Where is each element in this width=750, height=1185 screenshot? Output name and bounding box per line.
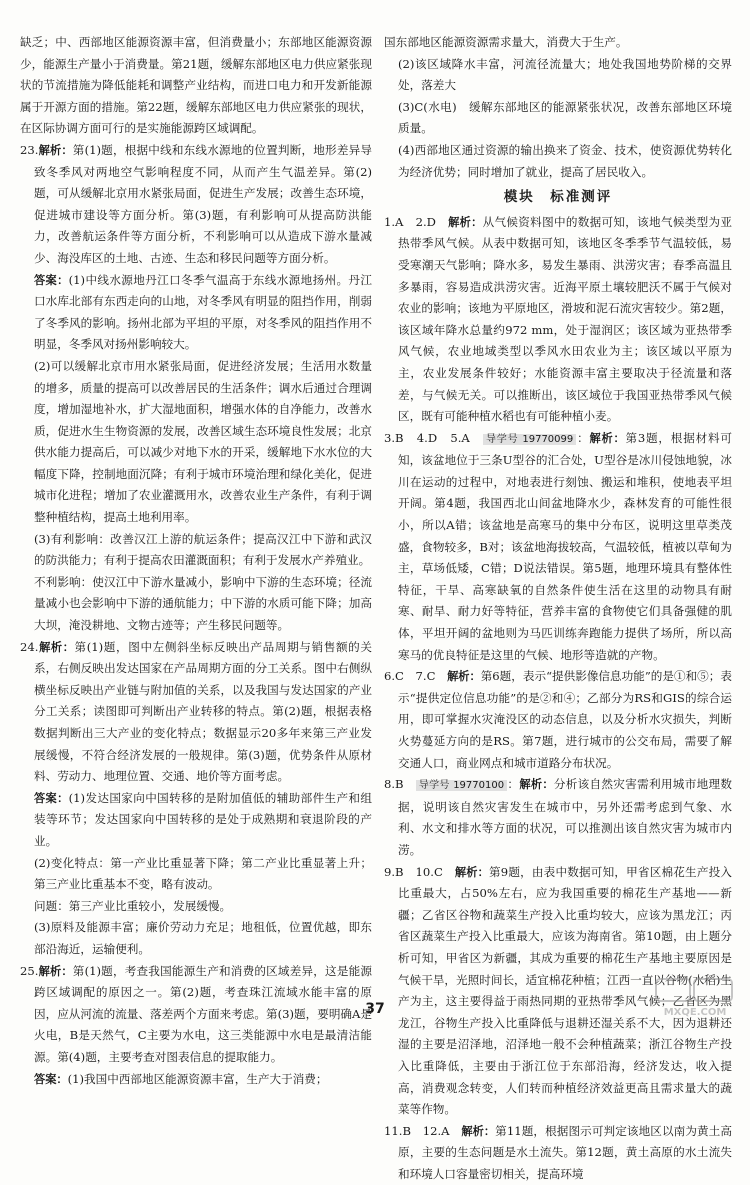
paragraph-text: 从气候资料图中的数据可知，该地气候类型为亚热带季风气候。从表中数据可知，该地区冬季季节气温较低，易受寒潮天气影响；降水多，易发生暴雨、洪涝灾害；春季高温且多暴雨，容易造成洪涝灾害。近海平原土壤较肥沃不属于气候对农业的影响；该地为平原地区，滑坡和泥石流灾害较少。第2题，该区域年降水总量约972 mm，处于湿润区；该区域为亚热带季风气候，农业地域类型以季风水田农业为主；该区域以平原为主，农业发展条件较好；水能资源丰富主要取决于径流量和落差，与气候无关。可以推断出，该区域位于我国亚热带季风气候区，既有可能种植水稻也有可能种植小麦。 (398, 214, 732, 424)
analysis-label: 解析： (38, 640, 75, 654)
paragraph-text: 第(1)题，考查我国能源生产和消费的区域差异，这是能源跨区域调配的原因之一。第(2)题，考查珠江流域水能丰富的原因，应从河流的流量、落差两个方面来考虑。第(3)题，要明确A是火电，B是天然气，C主要为水电，这三类能源中水电是最清洁能源。第(4)题，主要考查对图表信息的提取能力。 (34, 963, 372, 1064)
question-number: 23. (20, 142, 39, 157)
paragraph (20, 917, 372, 960)
paragraph-text: 第(1)题，图中左侧斜坐标反映出产品周期与销售额的关系，右侧反映出发达国家在产品周期方面的分工关系。图中右侧纵横坐标反映出产业链与附加值的关系，以及我国与发达国家的产业分工关系；读图即可判断出产业转移的特点。第(2)题，根据表格数据判断出三大产业的变化特点；数据显示20多年来第三产业发展缓慢，不符合经济发展的一般规律。第(3)题，优势条件从原材料、劳动力、地理位置、交通、地价等方面考虑。 (34, 639, 372, 784)
paragraph-text: 第11题，根据图示可判定该地区以南为黄土高原，主要的生态问题是水土流失。第12题，黄土高原的水土流失和环境人口容量密切相关，提高环境 (398, 1123, 732, 1181)
paragraph (20, 896, 372, 918)
answer-label: 答案： (34, 1072, 68, 1086)
paragraph (384, 97, 732, 140)
paragraph-text: 第6题，表示“提供影像信息功能”的是①和⑤；表示“提供定位信息功能”的是②和④；乙部分为RS和GIS的综合运用，即可掌握水灾淹没区的动态信息，以及分析水灾损失，判断火势蔓延方向的是RS。第7题，进行城市的公交布局，需要了解交通人口，商业网点和城市道路分布状况。 (398, 669, 732, 770)
paragraph-text: (1)我国中西部地区能源资源丰富，生产大于消费； (67, 1071, 328, 1086)
paragraph (384, 32, 732, 54)
guide-number-tag: 导学号 19770100 (416, 780, 507, 791)
paragraph-text: 缺乏；中、西部地区能源资源丰富，但消费量小；东部地区能源资源少，能源生产量小于消费量。第21题，缓解东部地区电力供应紧张现状的节流措施为降低能耗和调整产业结构，而进口电力和开发新能源属于开源方面的措施。第22题，缓解东部地区电力供应紧张的现状，在区际协调方面可行的是实施能源跨区域调配。 (20, 35, 372, 136)
paragraph-text: (2)可以缓解北京市用水紧张局面，促进经济发展；生活用水数量的增多，质量的提高可以改善居民的生活条件；调水后通过合理调度，增加湿地补水，扩大湿地面积，增强水体的自净能力，改善水质，促进水生生物资源的发展，改善区域生态环境良性发展；北京供水能力提高后，可以减少对地下水的开采，缓解地下水水位的大幅度下降，控制地面沉降；有利于城市环境治理和绿化美化，促进城市化进程；增加了农业灌溉用水，改善农业生产条件，有利于调整种植结构，提高土地利用率。 (34, 358, 372, 525)
watermark-text: MXQE.COM (663, 1007, 727, 1018)
paragraph-text: 问题：第三产业比重较小，发展缓慢。 (34, 898, 232, 913)
paragraph-text: 国东部地区能源资源需求量大，消费大于生产。 (384, 35, 628, 49)
paragraph (384, 212, 732, 428)
paragraph (20, 572, 372, 637)
analysis-label: 解析： (448, 215, 483, 229)
question-number: 24. (20, 639, 39, 654)
analysis-label: 解析： (461, 1124, 496, 1138)
paragraph (20, 853, 372, 896)
answer-label: 答案： (34, 791, 69, 805)
watermark-logo (654, 975, 736, 1019)
paragraph (20, 529, 372, 572)
paragraph (384, 54, 732, 97)
paragraph (20, 140, 372, 270)
answer-keys: 3.B 4.D 5.A (384, 430, 483, 445)
paragraph-text: (3)有利影响：改善汉江上游的航运条件；提高汉江中下游和武汉的防洪能力；有利于提高农田灌溉面积；有利于发展水产养殖业。 (34, 531, 372, 568)
paragraph-text: (2)该区域降水丰富，河流径流量大；地处我国地势阶梯的交界处，落差大 (398, 56, 732, 93)
paragraph-text: (1)中线水源地丹江口冬季气温高于东线水源地扬州。丹江口水库北部有东西走向的山地，对冬季风有明显的阻挡作用，削弱了冬季风的影响。扬州北部为平坦的平原，对冬季风的阻挡作用不明显，冬季风对扬州影响较大。 (34, 272, 372, 352)
paragraph-text: (3)C(水电) 缓解东部地区的能源紧张状况，改善东部地区环境质量。 (398, 99, 732, 136)
paragraph (20, 356, 372, 529)
page-number: 37 (365, 1001, 385, 1017)
paragraph (384, 140, 732, 183)
left-column (20, 32, 372, 1090)
analysis-label: 解析： (519, 778, 554, 792)
paragraph-text: (1)发达国家向中国转移的是附加值低的辅助部件生产和组装等环节；发达国家向中国转移的是处于成熟期和衰退阶段的产业。 (34, 790, 372, 848)
question-number: 25. (20, 963, 39, 978)
answer-keys: 9.B 10.C (384, 864, 455, 879)
paragraph-text: (2)变化特点：第一产业比重显著下降；第二产业比重显著上升；第三产业比重基本不变，略有波动。 (34, 855, 372, 892)
paragraph-text: 第9题，由表中数据可知，甲省区棉花生产投入比重最大，占50%左右，应为我国重要的棉花生产基地——新疆；乙省区谷物和蔬菜生产投入比重均较大，应该为黑龙江；丙省区蔬菜生产投入比重最大，应该为海南省。第10题，由上题分析可知，甲省区为新疆，其成为重要的棉花生产基地主要原因是气候干旱，光照时间长，适宜棉花种植；江西一直以谷物(水稻)生产为主，这主要得益于雨热同期的亚热带季风气候；乙省区为黑龙江，谷物生产投入比重降低与退耕还湿关系不大，因为退耕还湿的主要是沼泽地，沼泽地一般不会种植蔬菜；浙江谷物生产投入比重降低，主要由于浙江位于东部沿海，经济发达，收入提高，消费观念转变，人们转而种植经济效益更高且需求量大的蔬菜等作物。 (398, 864, 732, 1117)
analysis-label: 解析： (454, 865, 489, 879)
paragraph: 3.B 4.D 5.A 导学号 19770099 ：解析：第3题，根据材料可知，该盆地位于三条U型谷的汇合处，U型谷是冰川侵蚀地貌，冰川在运动的过程中，对地表进行刻蚀、搬运和堆积，使地表平坦开阔。第4题，我国西北山间盆地降水少，森林发育的可能性很小，所以A错；该盆地是高寒马的集中分布区，说明这里草类茂盛，食物较多，B对；该盆地海拔较高，气温较低，植被以草甸为主，草场低矮，C错；D说法错误。第5题，地理环境具有整体性特征，干旱、高寒缺氧的自然条件使生活在这里的动物具有耐寒、耐旱、耐力好等特征，营养丰富的食物使它们具备强健的肌体，平坦开阔的盆地则为马匹训练奔跑能力提供了场所，所以高寒马的优良特征是这里的气候、地形等造就的产物。 (384, 430, 732, 662)
analysis-label: 解析： (38, 964, 73, 978)
analysis-label: 解析： (38, 143, 73, 157)
answer-keys: 6.C 7.C (384, 669, 448, 684)
paragraph-text: 不利影响：使汉江中下游水量减小，影响中下游的生态环境；径流量减小也会影响中下游的通航能力；中下游的水质可能下降；加高大坝，淹没耕地、文物古迹等；产生移民问题等。 (34, 574, 372, 633)
guide-number-tag: 导学号 19770099 (483, 434, 576, 445)
analysis-label: 解析： (447, 670, 481, 684)
paragraph-text: 分析该自然灾害需利用城市地理数据，说明该自然灾害发生在城市中，另外还需考虑到气象、水利、水文和排水等方面的状况，可以推测出该自然灾害为城市内涝。 (398, 777, 732, 857)
paragraph (20, 788, 372, 853)
answer-label: 答案： (34, 273, 69, 287)
section-heading: 模块 标准测评 (503, 189, 613, 206)
paragraph-text: 第3题，根据材料可知，该盆地位于三条U型谷的汇合处，U型谷是冰川侵蚀地貌，冰川在运动的过程中，对地表进行刻蚀、搬运和堆积，使地表平坦开阔。第4题，我国西北山间盆地降水少，森林发育的可能性很小，所以A错；该盆地是高寒马的集中分布区，说明这里草类茂盛，食物较多，B对；该盆地海拔较高，气温较低，植被以草甸为主，草场低矮，C错；D说法错误。第5题，地理环境具有整体性特征，干旱、高寒缺氧的自然条件使生活在这里的动物具有耐寒、耐旱、耐力好等特征，营养丰富的食物使它们具备强健的肌体，平坦开阔的盆地则为马匹训练奔跑能力提供了场所，所以高寒马的优良特征是这里的气候、地形等造就的产物。 (398, 430, 732, 662)
paragraph-text: 第(1)题，根据中线和东线水源地的位置判断，地形差异导致冬季风对两地空气影响程度不同，从而产生气温差异。第(2)题，可从缓解北京用水紧张局面，促进生产发展；改善生态环境，促进城市建设等方面分析。第(3)题，有利影响可从提高防洪能力，改善航运条件等方面分析，不利影响可以从造成下游水量减少、海没库区的土地、古迹、生态和移民问题等方面分析。 (34, 142, 372, 265)
paragraph (20, 270, 372, 356)
paragraph-text: (4)西部地区通过资源的输出换来了资金、技术，使资源优势转化为经济优势；同时增加了就业，提高了居民收入。 (398, 142, 732, 179)
paragraph (384, 666, 732, 774)
analysis-label: 解析： (589, 431, 626, 445)
paragraph (20, 32, 372, 140)
paragraph (20, 1069, 372, 1091)
paragraph-text: (3)原料及能源丰富；廉价劳动力充足；地租低，位置优越，即东部沿海近，运输便利。 (34, 920, 372, 956)
paragraph: 8.B 导学号 19770100 ：解析：分析该自然灾害需利用城市地理数据，说明该自然灾害发生在城市中，另外还需考虑到气象、水利、水文和排水等方面的状况，可以推测出该自然灾害为城市内涝。 (384, 777, 732, 857)
answer-keys: 1.A 2.D (384, 214, 449, 229)
answer-keys: 11.B 12.A (384, 1123, 462, 1138)
paragraph (20, 637, 372, 788)
answer-keys: 8.B (384, 777, 416, 792)
paragraph (384, 1121, 732, 1185)
